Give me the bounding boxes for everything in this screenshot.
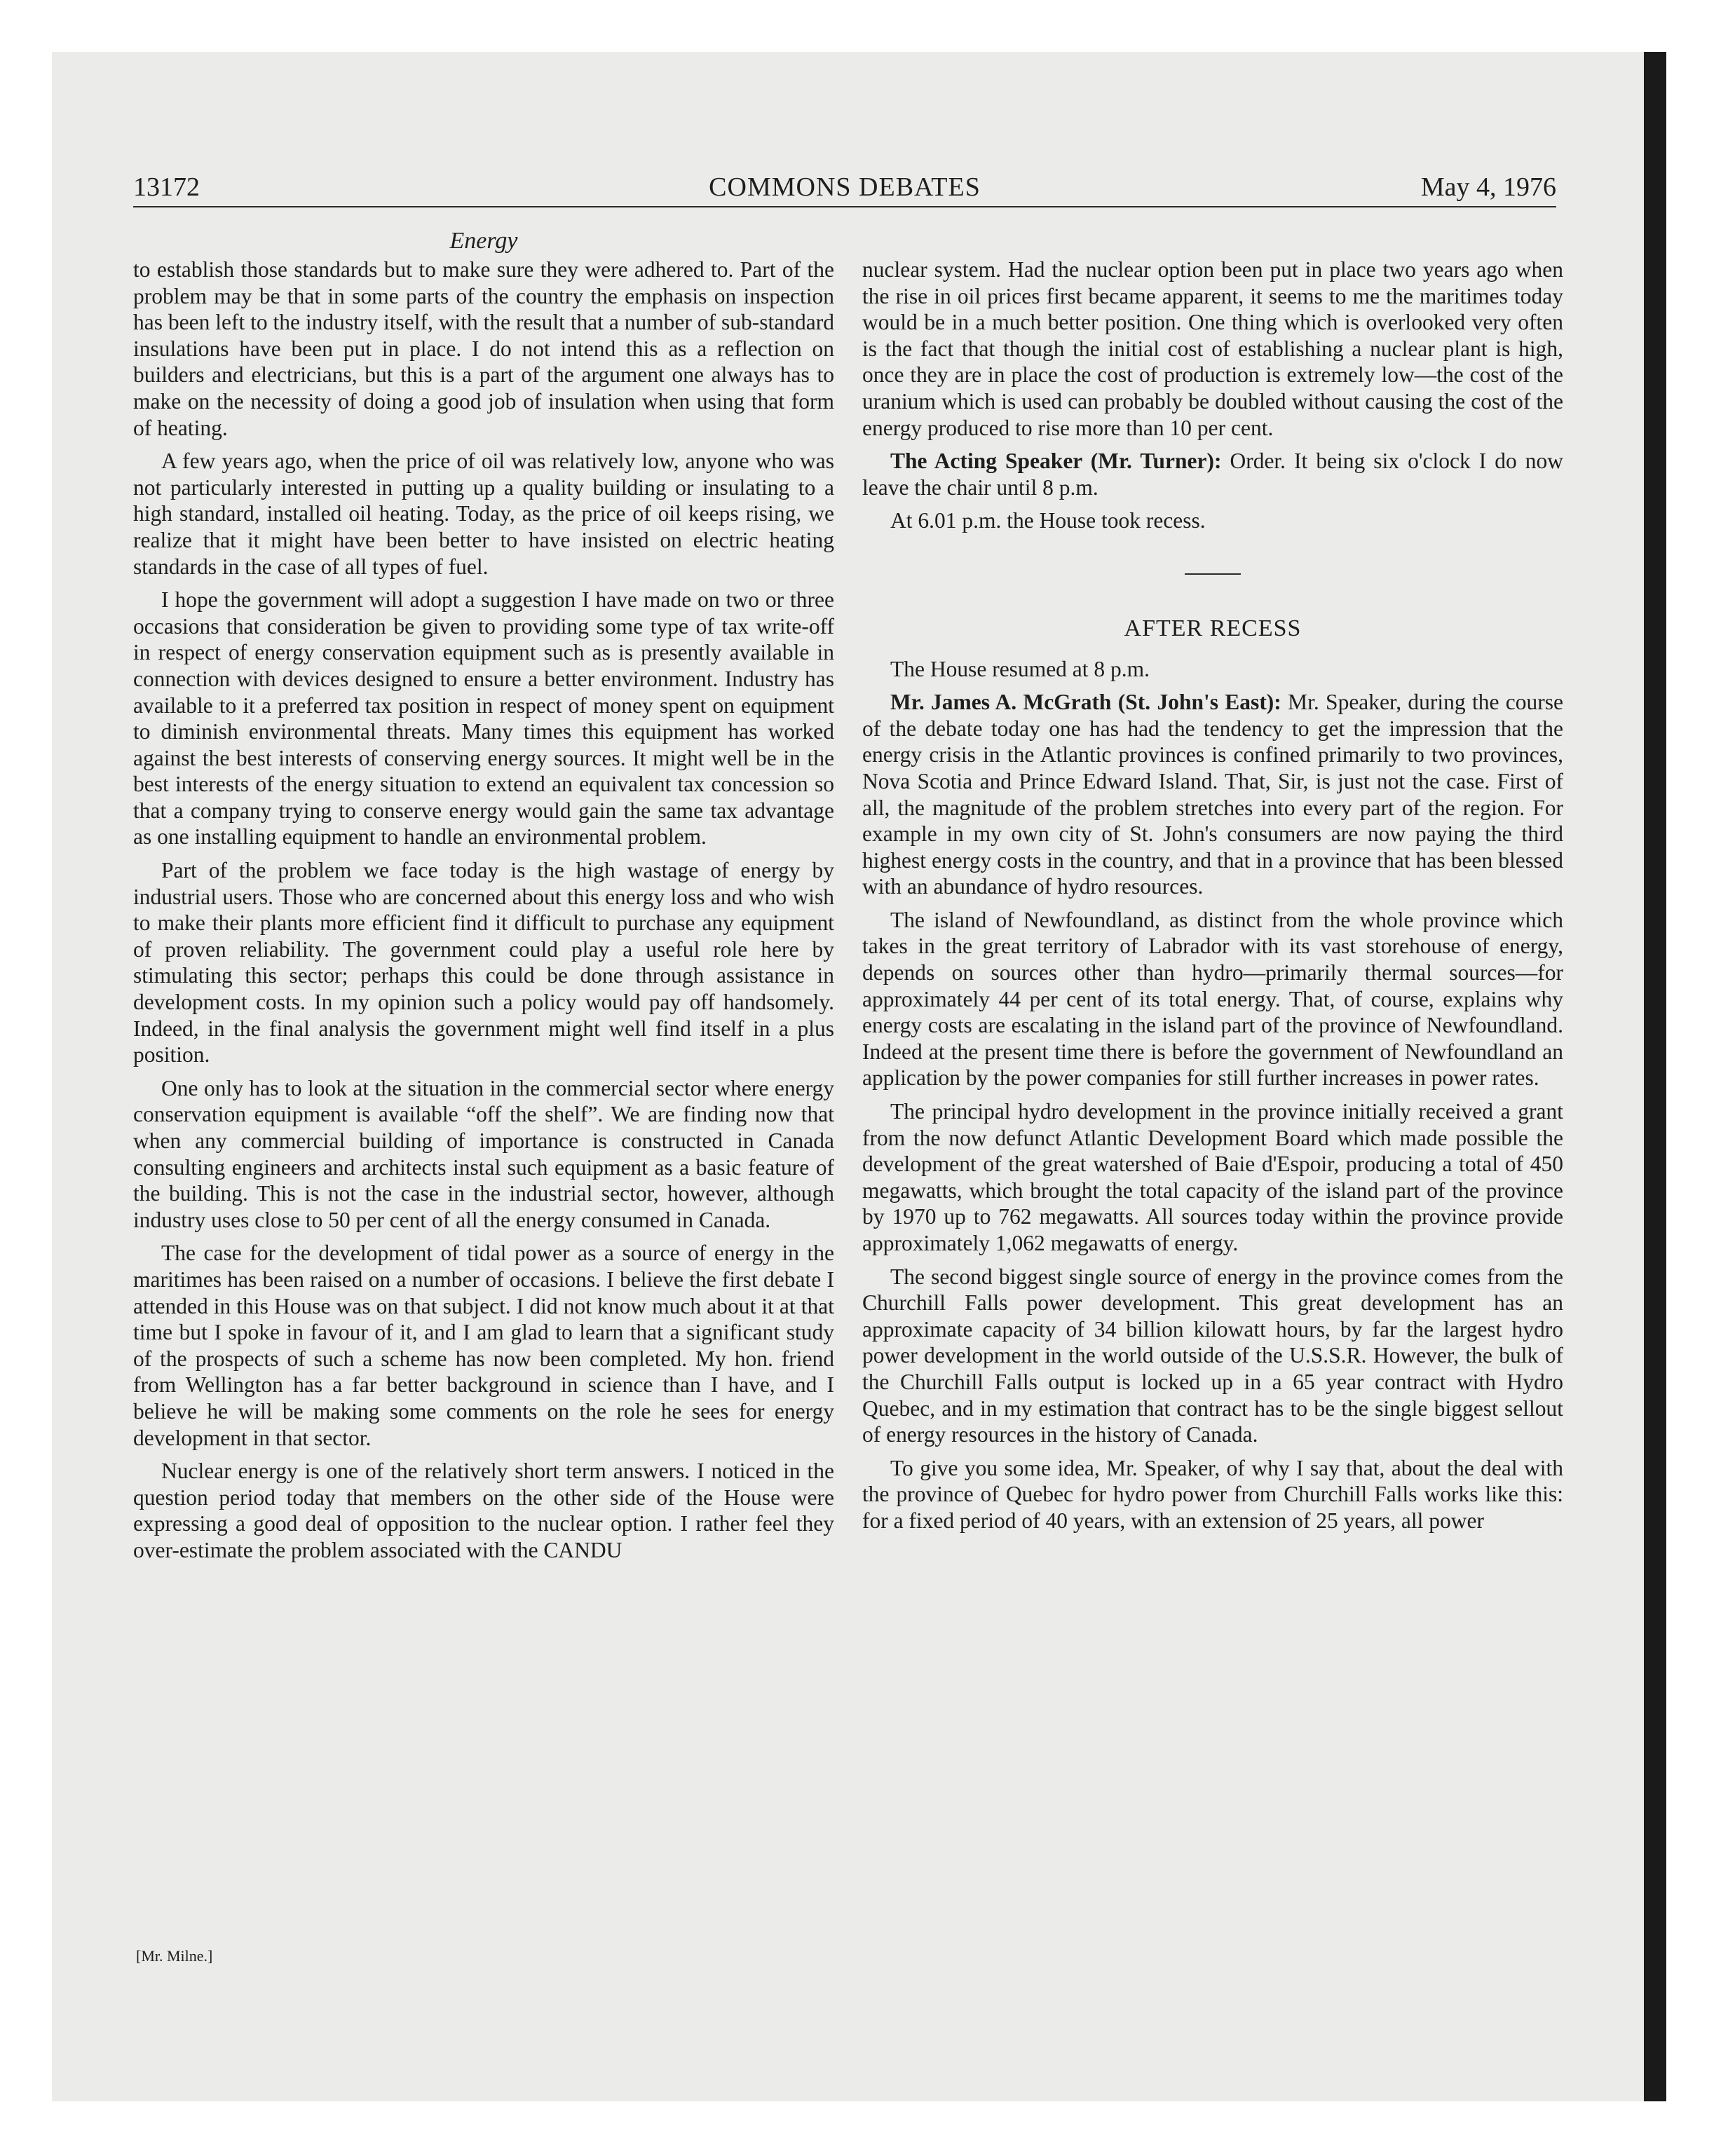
page-number: 13172 [133,172,200,202]
resumed-note: The House resumed at 8 p.m. [890,656,1150,681]
paragraph: nuclear system. Had the nuclear option been put in place two years ago when the rise in oil prices first became apparent, it seems to me the maritimes today would be in a much better position. One thing which is overlooked very often is the fact that though the initial cost of establishing a nuclear plant is high, once they are in place the cost of production is extremely low—the cost of the uranium which is used can probably be doubled without causing the cost of the energy produced to rise more than 10 per cent. [862,257,1563,440]
publication-title: COMMONS DEBATES [709,172,981,202]
page-date: May 4, 1976 [1420,172,1556,202]
scan-edge-shadow [1644,52,1666,2101]
speaker-name: Mr. James A. McGrath (St. John's East): [890,690,1281,715]
paragraph: The island of Newfoundland, as distinct from the whole province which takes in the great territory of Labrador with its vast storehouse of energy, depends on sources other than hydro—primarily thermal sources—for approximately 44 per cent of its total energy. That, of course, explains why energy costs are escalating in the island part of the province of Newfoundland. Indeed at the present time there is before the government of Newfoundland an application by the power companies for still further increases in power rates. [862,907,1563,1091]
paragraph: The principal hydro development in the province initially received a grant from the now defunct Atlantic Development Board which made possible the development of the great watershed of Baie d'Espoir, producing a total of 450 megawatts, which brought the total capacity of the island part of the province by 1970 up to 762 megawatts. All sources today within the province provide approximately 1,062 megawatts of energy. [862,1099,1563,1255]
paragraph: To give you some idea, Mr. Speaker, of why I say that, about the deal with the province of Quebec for hydro power from Churchill Falls works like this: for a fixed period of 40 years, with an extension of 25 years, all power [862,1455,1563,1533]
acting-speaker-paragraph [862,448,1563,500]
header-rule [133,206,1556,207]
paragraph: to establish those standards but to make sure they were adhered to. Part of the problem may be that in some parts of the country the emphasis on inspection has been left to the industry itself, with the result that a number of sub-standard insulations have been put in place. I do not intend this as a reflection on builders and electricians, but this is a part of the argument one always has to make on the necessity of doing a good job of insulation when using that form of heating. [133,257,834,440]
after-recess-heading: AFTER RECESS [1124,615,1302,641]
paragraph: The second biggest single source of energy in the province comes from the Churchill Falls power development. This great development has an approximate capacity of 34 billion kilowatt hours, by far the largest hydro power development in the world outside of the U.S.S.R. However, the bulk of the Churchill Falls output is locked up in a 65 year contract with Hydro Quebec, and in my estimation that contract has to be the single biggest sellout of energy resources in the history of Canada. [862,1264,1563,1447]
speaker-name: The Acting Speaker (Mr. Turner): [890,449,1222,474]
recess-note: At 6.01 p.m. the House took recess. [890,508,1206,533]
paragraph: Part of the problem we face today is the high wastage of energy by industrial users. Those who are concerned about this energy loss and who wish to make their plants more efficient find it difficult to purchase any equipment of proven reliability. The government could play a useful role here by stimulating this sector; perhaps this could be done through assistance in development costs. In my opinion such a policy would pay off handsomely. Indeed, in the final analysis the government might well find itself in a plus position. [133,858,834,1067]
speaker-text: Order. It being six o'clock I do now leave the chair until 8 p.m. [862,449,1563,500]
paragraph: One only has to look at the situation in the commercial sector where energy conservation equipment is available “off the shelf”. We are finding now that when any commercial building of importance is constructed in Canada consulting engineers and architects instal such equipment as a basic feature of the building. This is not the case in the industrial sector, however, although industry uses close to 50 per cent of all the energy consumed in Canada. [133,1075,834,1232]
paragraph: A few years ago, when the price of oil was relatively low, anyone who was not particularly interested in putting up a quality building or insulating to a high standard, installed oil heating. Today, as the price of oil keeps rising, we realize that it might have been better to have insisted on electric heating standards in the case of all types of fuel. [133,449,834,579]
section-divider [1185,573,1241,575]
paragraph: The case for the development of tidal power as a source of energy in the maritimes has been raised on a number of occasions. I believe the first debate I attended in this House was on that subject. I did not know much about it at that time but I spoke in favour of it, and I am glad to learn that a significant study of the prospects of such a scheme has now been completed. My hon. friend from Wellington has a far better background in science than I have, and I believe he will be making some comments on the role he sees for energy development in that sector. [133,1241,834,1450]
speaker-attribution: [Mr. Milne.] [136,1947,213,1965]
paragraph: I hope the government will adopt a suggestion I have made on two or three occasions that consideration be given to providing some type of tax write-off in respect of energy conservation equipment such as is presently available in connection with devices designed to ensure a better environment. Industry has available to it a preferred tax position in respect of money spent on equipment to diminish environmental threats. Many times this equipment has worked against the best interests of conserving energy sources. It might well be in the best interests of the energy situation to extend an equivalent tax concession so that a company trying to conserve energy would gain the same tax advantage as one installing equipment to handle an environmental problem. [133,587,834,850]
page-header [133,170,1556,205]
paragraph: Nuclear energy is one of the relatively short term answers. I noticed in the question period today that members on the other side of the House were expressing a good deal of opposition to the nuclear option. I rather feel they over-estimate the problem associated with the CANDU [133,1459,834,1562]
mcgrath-paragraph [862,689,1563,900]
right-column [862,257,1563,1541]
left-column [133,257,834,1571]
section-title: Energy [449,228,518,254]
speaker-text: Mr. Speaker, during the course of the debate today one has had the tendency to get the impression that the energy crisis in the Atlantic provinces is confined primarily to two provinces, Nova Scotia and Prince Edward Island. That, Sir, is just not the case. First of all, the magnitude of the problem stretches into every part of the region. For example in my own city of St. John's consumers are now paying the third highest energy costs in the country, and that in a province that has been blessed with an abundance of hydro resources. [862,690,1563,899]
